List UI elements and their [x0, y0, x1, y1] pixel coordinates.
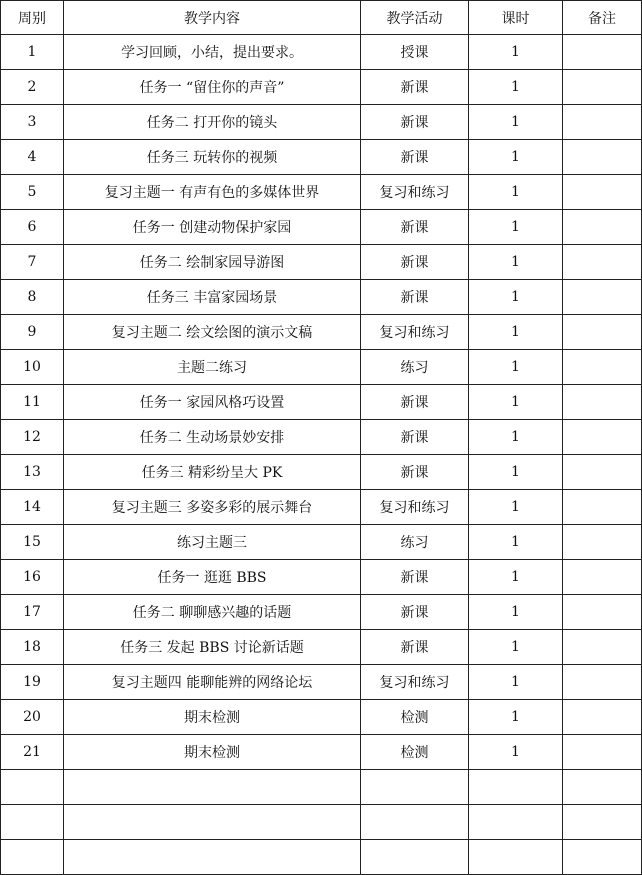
- table-row: [1, 525, 642, 560]
- cell-content: 任务二 生动场景妙安排: [64, 420, 361, 455]
- table-row: [1, 35, 642, 70]
- cell-activity: 新课: [361, 245, 469, 280]
- cell-content: 期末检测: [64, 700, 361, 735]
- cell-week: 21: [1, 735, 64, 770]
- cell-activity: 复习和练习: [361, 665, 469, 700]
- cell-activity: 新课: [361, 210, 469, 245]
- table-row: [1, 350, 642, 385]
- cell-hours: 1: [469, 525, 563, 560]
- cell-activity: 复习和练习: [361, 315, 469, 350]
- cell-hours: 1: [469, 140, 563, 175]
- cell-content: [64, 805, 361, 840]
- cell-notes: [563, 490, 642, 525]
- cell-hours: 1: [469, 560, 563, 595]
- cell-hours: [469, 770, 563, 805]
- cell-activity: 复习和练习: [361, 490, 469, 525]
- cell-week: 3: [1, 105, 64, 140]
- cell-week: 4: [1, 140, 64, 175]
- cell-hours: 1: [469, 455, 563, 490]
- cell-notes: [563, 805, 642, 840]
- cell-notes: [563, 840, 642, 875]
- table-row: [1, 630, 642, 665]
- cell-content: 任务三 玩转你的视频: [64, 140, 361, 175]
- cell-content: 期末检测: [64, 735, 361, 770]
- table-row: [1, 595, 642, 630]
- cell-notes: [563, 175, 642, 210]
- cell-hours: 1: [469, 245, 563, 280]
- cell-notes: [563, 665, 642, 700]
- cell-notes: [563, 420, 642, 455]
- cell-week: 16: [1, 560, 64, 595]
- cell-week: 12: [1, 420, 64, 455]
- cell-week: 15: [1, 525, 64, 560]
- cell-hours: 1: [469, 420, 563, 455]
- header-week: 周别: [1, 1, 64, 35]
- table-row: [1, 140, 642, 175]
- cell-notes: [563, 210, 642, 245]
- table-row: [1, 420, 642, 455]
- cell-activity: 练习: [361, 350, 469, 385]
- header-hours: 课时: [469, 1, 563, 35]
- cell-content: 任务二 聊聊感兴趣的话题: [64, 595, 361, 630]
- cell-activity: [361, 805, 469, 840]
- table-row: [1, 665, 642, 700]
- cell-content: 学习回顾，小结，提出要求。: [64, 35, 361, 70]
- cell-hours: 1: [469, 315, 563, 350]
- cell-activity: 新课: [361, 420, 469, 455]
- cell-hours: 1: [469, 35, 563, 70]
- cell-activity: 新课: [361, 595, 469, 630]
- cell-hours: 1: [469, 595, 563, 630]
- cell-notes: [563, 560, 642, 595]
- cell-activity: [361, 840, 469, 875]
- cell-content: 任务一 家园风格巧设置: [64, 385, 361, 420]
- cell-hours: 1: [469, 490, 563, 525]
- cell-content: 任务二 打开你的镜头: [64, 105, 361, 140]
- cell-content: [64, 770, 361, 805]
- table-row: [1, 245, 642, 280]
- cell-notes: [563, 350, 642, 385]
- cell-content: [64, 840, 361, 875]
- cell-week: 8: [1, 280, 64, 315]
- cell-activity: 检测: [361, 735, 469, 770]
- cell-notes: [563, 700, 642, 735]
- cell-activity: 新课: [361, 70, 469, 105]
- schedule-body: [1, 35, 642, 875]
- table-row: [1, 560, 642, 595]
- cell-activity: [361, 770, 469, 805]
- cell-hours: 1: [469, 280, 563, 315]
- table-row: [1, 105, 642, 140]
- cell-notes: [563, 455, 642, 490]
- table-row: [1, 700, 642, 735]
- cell-week: [1, 805, 64, 840]
- table-row: [1, 735, 642, 770]
- cell-week: 20: [1, 700, 64, 735]
- cell-week: 9: [1, 315, 64, 350]
- cell-hours: [469, 805, 563, 840]
- cell-activity: 新课: [361, 560, 469, 595]
- table-row: [1, 315, 642, 350]
- header-activity: 教学活动: [361, 1, 469, 35]
- header-row: [1, 1, 642, 35]
- cell-notes: [563, 35, 642, 70]
- cell-content: 任务三 丰富家园场景: [64, 280, 361, 315]
- cell-notes: [563, 315, 642, 350]
- table-row: [1, 455, 642, 490]
- cell-content: 复习主题四 能聊能辨的网络论坛: [64, 665, 361, 700]
- cell-week: 18: [1, 630, 64, 665]
- header-notes: 备注: [563, 1, 642, 35]
- cell-activity: 授课: [361, 35, 469, 70]
- cell-activity: 新课: [361, 140, 469, 175]
- cell-content: 任务一 逛逛 BBS: [64, 560, 361, 595]
- cell-activity: 新课: [361, 105, 469, 140]
- cell-notes: [563, 70, 642, 105]
- table-row: [1, 210, 642, 245]
- cell-week: 19: [1, 665, 64, 700]
- cell-week: 6: [1, 210, 64, 245]
- cell-hours: 1: [469, 385, 563, 420]
- cell-activity: 练习: [361, 525, 469, 560]
- cell-content: 复习主题二 绘文绘图的演示文稿: [64, 315, 361, 350]
- cell-week: [1, 840, 64, 875]
- cell-week: 7: [1, 245, 64, 280]
- header-content: 教学内容: [64, 1, 361, 35]
- cell-week: [1, 770, 64, 805]
- cell-notes: [563, 770, 642, 805]
- cell-notes: [563, 735, 642, 770]
- cell-hours: 1: [469, 665, 563, 700]
- cell-week: 5: [1, 175, 64, 210]
- cell-notes: [563, 595, 642, 630]
- cell-hours: 1: [469, 350, 563, 385]
- cell-week: 17: [1, 595, 64, 630]
- cell-content: 练习主题三: [64, 525, 361, 560]
- table-row: [1, 490, 642, 525]
- table-row: [1, 770, 642, 805]
- cell-content: 任务二 绘制家园导游图: [64, 245, 361, 280]
- cell-activity: 复习和练习: [361, 175, 469, 210]
- cell-content: 复习主题三 多姿多彩的展示舞台: [64, 490, 361, 525]
- table-row: [1, 805, 642, 840]
- cell-notes: [563, 525, 642, 560]
- cell-hours: 1: [469, 105, 563, 140]
- cell-hours: 1: [469, 700, 563, 735]
- table-row: [1, 70, 642, 105]
- cell-activity: 新课: [361, 455, 469, 490]
- cell-hours: 1: [469, 175, 563, 210]
- cell-notes: [563, 140, 642, 175]
- table-row: [1, 840, 642, 875]
- cell-content: 复习主题一 有声有色的多媒体世界: [64, 175, 361, 210]
- cell-notes: [563, 385, 642, 420]
- cell-activity: 检测: [361, 700, 469, 735]
- table-row: [1, 175, 642, 210]
- cell-hours: 1: [469, 70, 563, 105]
- cell-activity: 新课: [361, 385, 469, 420]
- cell-week: 10: [1, 350, 64, 385]
- cell-hours: 1: [469, 735, 563, 770]
- cell-notes: [563, 105, 642, 140]
- cell-week: 13: [1, 455, 64, 490]
- cell-notes: [563, 280, 642, 315]
- table-row: [1, 280, 642, 315]
- cell-content: 任务三 精彩纷呈大 PK: [64, 455, 361, 490]
- cell-content: 任务三 发起 BBS 讨论新话题: [64, 630, 361, 665]
- cell-notes: [563, 245, 642, 280]
- cell-content: 任务一 “留住你的声音”: [64, 70, 361, 105]
- cell-activity: 新课: [361, 280, 469, 315]
- cell-week: 14: [1, 490, 64, 525]
- cell-hours: 1: [469, 210, 563, 245]
- cell-content: 主题二练习: [64, 350, 361, 385]
- cell-content: 任务一 创建动物保护家园: [64, 210, 361, 245]
- cell-week: 11: [1, 385, 64, 420]
- cell-notes: [563, 630, 642, 665]
- cell-week: 2: [1, 70, 64, 105]
- cell-week: 1: [1, 35, 64, 70]
- table-row: [1, 385, 642, 420]
- cell-hours: [469, 840, 563, 875]
- cell-activity: 新课: [361, 630, 469, 665]
- cell-hours: 1: [469, 630, 563, 665]
